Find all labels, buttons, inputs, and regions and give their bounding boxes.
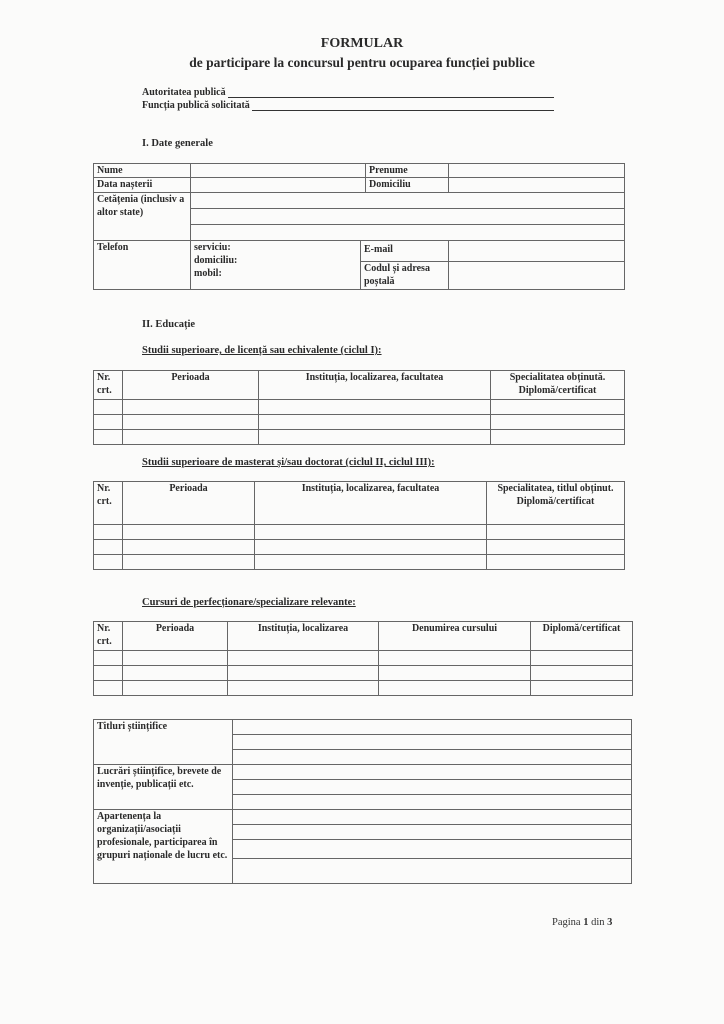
telefon-label: Telefon: [94, 241, 191, 290]
licenta-col-perioada: Perioada: [123, 371, 259, 400]
nume-input[interactable]: [191, 164, 366, 178]
table-cell[interactable]: [94, 555, 123, 570]
lucrari-line-3[interactable]: [233, 795, 632, 810]
table-row: [94, 555, 625, 570]
telefon-serviciu-label: serviciu:: [194, 242, 231, 253]
masterat-col-nr: Nr. crt.: [94, 482, 123, 525]
table-cell[interactable]: [94, 540, 123, 555]
table-cell[interactable]: [123, 400, 259, 415]
apartenenta-label: Apartenența la organizații/asociații profesionale, participarea în grupuri naționale de lucru etc.: [94, 810, 233, 884]
table-cell[interactable]: [531, 666, 633, 681]
cod-postal-label: Codul și adresa poștală: [361, 262, 449, 290]
email-input[interactable]: [449, 241, 625, 262]
section-educatie-heading: II. Educație: [142, 319, 196, 330]
page-number: [552, 917, 612, 928]
telefon-mobil-label: mobil:: [194, 268, 222, 279]
date-generale-table: [93, 163, 625, 290]
page-of: din: [591, 917, 605, 928]
table-row: [94, 430, 625, 445]
licenta-col-institutia: Instituția, localizarea, facultatea: [259, 371, 491, 400]
table-cell[interactable]: [491, 400, 625, 415]
cursuri-col-institutia: Instituția, localizarea: [228, 622, 379, 651]
table-cell[interactable]: [531, 681, 633, 696]
table-row: [94, 651, 633, 666]
table-cell[interactable]: [379, 651, 531, 666]
table-cell[interactable]: [94, 666, 123, 681]
table-cell[interactable]: [379, 666, 531, 681]
cursuri-col-perioada: Perioada: [123, 622, 228, 651]
table-cell[interactable]: [94, 525, 123, 540]
table-row: [94, 681, 633, 696]
cod-postal-input[interactable]: [449, 262, 625, 290]
titluri-line-2[interactable]: [233, 735, 632, 750]
cetatenia-input-3[interactable]: [191, 225, 625, 241]
autoritatea-publica-label: Autoritatea publică: [142, 87, 226, 98]
cetatenia-input-2[interactable]: [191, 209, 625, 225]
apartenenta-line-2[interactable]: [233, 825, 632, 840]
table-row: [94, 525, 625, 540]
apartenenta-line-4[interactable]: [233, 859, 632, 884]
email-label: E-mail: [361, 241, 449, 262]
form-title: FORMULAR: [320, 36, 404, 51]
functia-publica-field: [142, 100, 554, 111]
table-cell[interactable]: [491, 430, 625, 445]
table-cell[interactable]: [531, 651, 633, 666]
nume-label: Nume: [94, 164, 191, 178]
cursuri-col-diploma: Diplomă/certificat: [531, 622, 633, 651]
table-cell[interactable]: [228, 666, 379, 681]
prenume-input[interactable]: [449, 164, 625, 178]
table-row: [94, 540, 625, 555]
apartenenta-line-1[interactable]: [233, 810, 632, 825]
cursuri-table: [93, 621, 633, 696]
masterat-col-institutia: Instituția, localizarea, facultatea: [255, 482, 487, 525]
cetatenia-input-1[interactable]: [191, 193, 625, 209]
table-cell[interactable]: [123, 415, 259, 430]
table-cell[interactable]: [487, 555, 625, 570]
lucrari-line-1[interactable]: [233, 765, 632, 780]
telefon-domiciliu-label: domiciliu:: [194, 255, 238, 266]
table-cell[interactable]: [123, 430, 259, 445]
table-cell[interactable]: [123, 651, 228, 666]
page-current: 1: [583, 917, 589, 928]
cetatenia-label: Cetățenia (inclusiv a altor state): [94, 193, 191, 241]
lucrari-stiintifice-label: Lucrări științifice, brevete de invenție, publicații etc.: [94, 765, 233, 810]
table-cell[interactable]: [94, 681, 123, 696]
lucrari-line-2[interactable]: [233, 780, 632, 795]
table-cell[interactable]: [259, 430, 491, 445]
domiciliu-label: Domiciliu: [366, 178, 449, 193]
table-row: [94, 666, 633, 681]
table-cell[interactable]: [123, 555, 255, 570]
table-cell[interactable]: [487, 525, 625, 540]
table-cell[interactable]: [259, 415, 491, 430]
table-cell[interactable]: [255, 525, 487, 540]
table-cell[interactable]: [123, 540, 255, 555]
masterat-table: [93, 481, 625, 570]
page-prefix: Pagina: [552, 917, 581, 928]
table-cell[interactable]: [123, 666, 228, 681]
activitate-stiintifica-table: [93, 719, 632, 884]
functia-publica-label: Funcția publică solicitată: [142, 100, 250, 111]
data-nasterii-label: Data nașterii: [94, 178, 191, 193]
table-cell[interactable]: [94, 400, 123, 415]
table-cell[interactable]: [123, 681, 228, 696]
cursuri-col-denumirea: Denumirea cursului: [379, 622, 531, 651]
table-cell[interactable]: [487, 540, 625, 555]
table-cell[interactable]: [255, 540, 487, 555]
form-subtitle: de participare la concursul pentru ocuparea funcției publice: [189, 55, 535, 70]
section-date-generale-heading: I. Date generale: [142, 138, 213, 149]
licenta-heading: Studii superioare, de licență sau echivalente (ciclul I):: [142, 345, 382, 356]
table-cell[interactable]: [228, 651, 379, 666]
telefon-sub-labels[interactable]: [191, 241, 361, 290]
masterat-col-specialitatea: Specialitatea, titlul obținut. Diplomă/certificat: [487, 482, 625, 525]
table-cell[interactable]: [94, 415, 123, 430]
apartenenta-line-3[interactable]: [233, 840, 632, 859]
masterat-col-perioada: Perioada: [123, 482, 255, 525]
functia-publica-input[interactable]: [252, 102, 554, 111]
table-cell[interactable]: [228, 681, 379, 696]
masterat-heading: Studii superioare de masterat și/sau doctorat (ciclul II, ciclul III):: [142, 457, 435, 468]
table-row: [94, 415, 625, 430]
domiciliu-input[interactable]: [449, 178, 625, 193]
titluri-line-1[interactable]: [233, 720, 632, 735]
autoritatea-publica-input[interactable]: [228, 89, 554, 98]
table-row: [94, 400, 625, 415]
cursuri-col-nr: Nr. crt.: [94, 622, 123, 651]
table-cell[interactable]: [123, 525, 255, 540]
table-cell[interactable]: [379, 681, 531, 696]
table-cell[interactable]: [94, 430, 123, 445]
licenta-table: [93, 370, 625, 445]
licenta-col-specialitatea: Specialitatea obținută. Diplomă/certificat: [491, 371, 625, 400]
titluri-line-3[interactable]: [233, 750, 632, 765]
table-cell[interactable]: [94, 651, 123, 666]
table-cell[interactable]: [255, 555, 487, 570]
data-nasterii-input[interactable]: [191, 178, 366, 193]
page-total: 3: [607, 917, 613, 928]
autoritatea-publica-field: [142, 87, 554, 98]
table-cell[interactable]: [491, 415, 625, 430]
titluri-stiintifice-label: Titluri științifice: [94, 720, 233, 765]
cursuri-heading: Cursuri de perfecționare/specializare relevante:: [142, 597, 356, 608]
licenta-col-nr: Nr. crt.: [94, 371, 123, 400]
prenume-label: Prenume: [366, 164, 449, 178]
table-cell[interactable]: [259, 400, 491, 415]
